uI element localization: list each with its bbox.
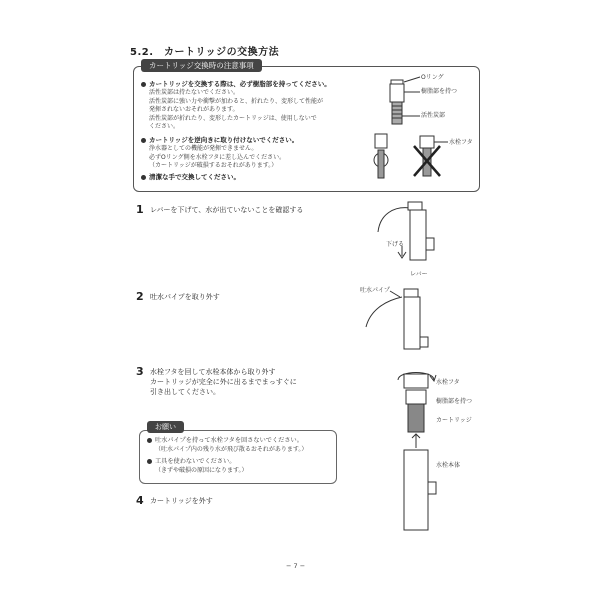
cartridge-removal-figure — [392, 364, 442, 536]
step-3-number: 3 — [136, 365, 144, 378]
bullet-icon — [141, 175, 146, 180]
step-3-sub-1: カートリッジが完全に外に出るまでまっすぐに — [150, 378, 297, 386]
label-resin-hold: 樹脂部を持つ — [421, 88, 458, 95]
notice-item-1: カートリッジを交換する際は、必ず樹脂部を持ってください。 活性炭部は持たないでください。 活性炭部に強い力や衝撃が加わると、折れたり、変形して性能が 発揮されないおそれがあります。 活性炭部が折れたり、変形したカートリッジは、使用しないで ください。 — [141, 80, 391, 132]
label-carbon: 活性炭部 — [421, 112, 446, 119]
bullet-icon — [147, 459, 152, 464]
bullet-icon — [147, 438, 152, 443]
faucet-cap-correct-icon — [374, 134, 388, 178]
label-lever: レバー — [410, 271, 428, 278]
notice-header: カートリッジ交換時の注意事項 — [141, 59, 262, 72]
label-pipe: 吐水パイプ — [360, 287, 390, 294]
step-2-number: 2 — [136, 290, 144, 303]
notice-item-3: 清潔な手で交換してください。 — [141, 173, 391, 182]
notice-item-2: カートリッジを逆向きに取り付けないでください。 浄水器としての機能が発揮できません。 必ずOリング側を水栓フタに差し込んでください。 （カートリッジが破損するおそれがあります。） — [141, 136, 391, 171]
request-item-2: 工具を使わないでください。 （きずや破損の原因になります。） — [147, 458, 332, 475]
section-title: 5.2. カートリッジの交換方法 — [130, 47, 280, 58]
step-3-sub-2: 引き出してください。 — [150, 388, 220, 396]
label-step3-cap: 水栓フタ — [436, 379, 460, 386]
step-1-number: 1 — [136, 203, 144, 216]
faucet-pipe-figure — [360, 285, 440, 355]
label-step3-resin: 樹脂部を持つ — [436, 398, 473, 405]
faucet-cap-wrong-icon — [414, 136, 448, 176]
label-step3-body: 水栓本体 — [436, 462, 461, 469]
page-number: − 7 − — [286, 562, 306, 570]
label-step3-cartridge: カートリッジ — [436, 417, 472, 424]
bullet-icon — [141, 138, 146, 143]
step-4-text: カートリッジを外す — [150, 497, 213, 505]
cartridge-icon — [390, 77, 420, 124]
cartridge-figures — [360, 72, 475, 187]
step-4-number: 4 — [136, 494, 144, 507]
label-down: 下げる — [386, 241, 405, 248]
step-3-text: 水栓フタを回して水栓本体から取り外す — [150, 368, 276, 376]
bullet-icon — [141, 82, 146, 87]
label-cap: 水栓フタ — [449, 139, 473, 146]
label-o-ring: Oリング — [421, 74, 444, 81]
request-header: お願い — [147, 421, 184, 433]
faucet-lever-figure — [368, 196, 448, 280]
step-1-text: レバーを下げて、水が出ていないことを確認する — [150, 206, 304, 214]
step-2-text: 吐水パイプを取り外す — [150, 293, 220, 301]
request-item-1: 吐水パイプを持って水栓フタを回さないでください。 （吐水パイプ内の残り水が飛び散るおそれがあります。） — [147, 437, 332, 454]
